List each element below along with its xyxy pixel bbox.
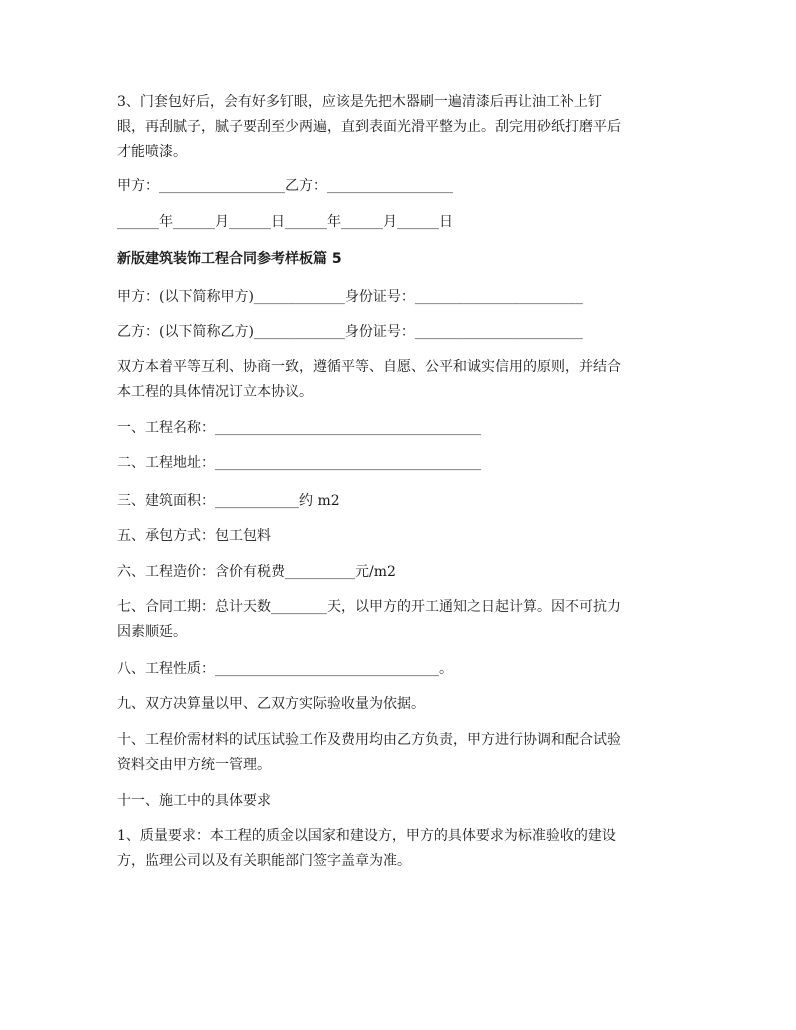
party-a-line: 甲方：(以下简称甲方)_____________身份证号：________________________ [117, 289, 583, 305]
section-heading: 新版建筑装饰工程合同参考样板篇 5 [117, 251, 342, 267]
party-b-line: 乙方：(以下简称乙方)_____________身份证号：________________________ [117, 324, 583, 340]
clause-settlement: 九、双方决算量以甲、乙双方实际验收量为依据。 [117, 696, 425, 712]
signature-line-parties: 甲方：__________________乙方：__________________ [117, 178, 453, 194]
clause-contract-period: 七、合同工期：总计天数________天，以甲方的开工通知之日起计算。因不可抗力 因素顺延。 [117, 599, 621, 640]
clause-quality-requirements: 1、质量要求：本工程的质金以国家和建设方，甲方的具体要求为标准验收的建设 方，监理公司以及有关职能部门签字盖章为准。 [117, 828, 616, 869]
paragraph-principles: 双方本着平等互利、协商一致，遵循平等、自愿、公平和诚实信用的原则，并结合 本工程的具体情况订立本协议。 [117, 359, 621, 400]
clause-project-cost: 六、工程造价：含价有税费__________元/m2 [117, 564, 396, 580]
clause-pressure-testing: 十、工程价需材料的试压试验工作及费用均由乙方负责，甲方进行协调和配合试验 资料交由甲方统一管理。 [117, 732, 621, 773]
paragraph-door-frame-nail-holes: 3、门套包好后，会有好多钉眼，应该是先把木器刷一遍清漆后再让油工补上钉 眼，再刮腻子，腻子要刮至少两遍，直到表面光滑平整为止。刮完用砂纸打磨平后 才能喷漆。 [117, 94, 621, 160]
clause-building-area: 三、建筑面积：____________约 m2 [117, 493, 340, 509]
clause-project-address: 二、工程地址：______________________________________ [117, 455, 481, 471]
clause-project-name: 一、工程名称：______________________________________ [117, 420, 481, 436]
signature-line-dates: ______年______月______日______年______月______日 [117, 214, 453, 230]
clause-project-nature: 八、工程性质：________________________________。 [117, 661, 453, 677]
clause-contract-method: 五、承包方式：包工包料 [117, 528, 271, 544]
clause-construction-requirements: 十一、施工中的具体要求 [117, 793, 271, 809]
